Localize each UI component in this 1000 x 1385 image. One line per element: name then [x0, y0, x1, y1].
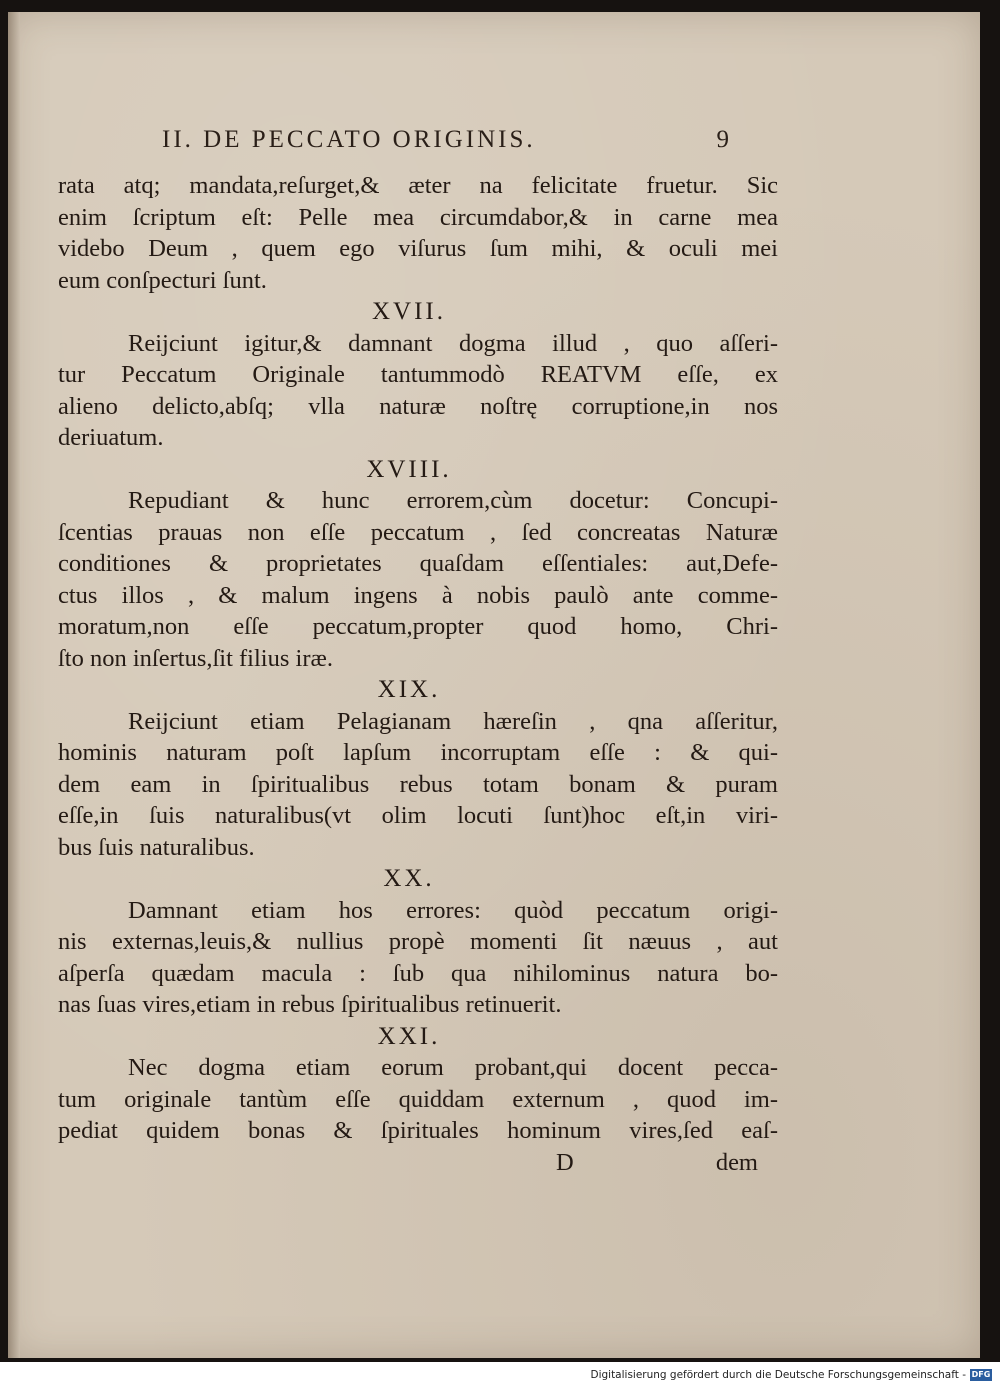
- text-line: enim ſcriptum eſt: Pelle mea circumdabor,& in carne mea: [58, 203, 778, 231]
- text-line: Damnant etiam hos errores: quòd peccatum origi-: [128, 896, 778, 924]
- text-line: Reijciunt igitur,& damnant dogma illud , quo aſſeri-: [128, 329, 778, 357]
- section-number: XVII.: [371, 298, 446, 325]
- text-line: ſto non inſertus,ſit filius iræ.: [58, 644, 333, 672]
- page-number: 9: [716, 126, 732, 153]
- running-head: [162, 126, 732, 162]
- signature-line: [58, 1147, 778, 1179]
- body-text: [58, 170, 778, 1178]
- text-line: moratum,non eſſe peccatum,propter quod homo, Chri-: [58, 613, 778, 640]
- text-line: deriuatum.: [58, 424, 164, 451]
- text-line: tur Peccatum Originale tantummodò REATVM eſſe, ex: [58, 361, 778, 388]
- text-line: aſperſa quædam macula : ſub qua nihilominus natura bo-: [58, 959, 778, 987]
- text-line: bus ſuis naturalibus.: [58, 833, 255, 861]
- section-number: XX.: [383, 865, 435, 892]
- section-number: XXI.: [377, 1022, 441, 1050]
- text-line: nas ſuas vires,etiam in rebus ſpiritualibus retinuerit.: [58, 991, 562, 1018]
- section-number: XVIII.: [366, 455, 452, 483]
- dfg-logo-icon[interactable]: DFG: [971, 1370, 991, 1379]
- text-line: alieno delicto,abſq; vlla naturæ noſtrę corruptione,in nos: [58, 392, 778, 420]
- signature-mark: D: [556, 1148, 574, 1176]
- text-line: nis externas,leuis,& nullius propè momenti ſit næuus , aut: [58, 928, 778, 955]
- text-line: conditiones & proprietates quaſdam eſſentiales: aut,Defe-: [58, 550, 778, 577]
- text-line: Repudiant & hunc errorem,cùm docetur: Concupi-: [128, 487, 778, 514]
- text-line: ſcentias prauas non eſſe peccatum , ſed concreatas Naturæ: [58, 518, 778, 546]
- text-line: rata atq; mandata,reſurget,& æter na felicitate fruetur. Sic: [58, 172, 778, 199]
- footer-text: Digitalisierung gefördert durch die Deutsche Forschungsgemeinschaft -: [590, 1369, 966, 1381]
- text-line: videbo Deum , quem ego viſurus ſum mihi, & oculi mei: [58, 235, 778, 262]
- catchword: dem: [715, 1148, 758, 1176]
- text-line: Nec dogma etiam eorum probant,qui docent pecca-: [128, 1054, 778, 1081]
- text-line: tum originale tantùm eſſe quiddam externum , quod im-: [58, 1085, 778, 1113]
- footer-credit: [590, 1367, 992, 1383]
- text-line: pediat quidem bonas & ſpirituales hominum vires,ſed eaſ-: [58, 1117, 778, 1144]
- text-line: dem eam in ſpiritualibus rebus totam bonam & puram: [58, 770, 778, 798]
- text-line: hominis naturam poſt lapſum incorruptam eſſe : & qui-: [58, 739, 778, 766]
- text-line: eſſe,in ſuis naturalibus(vt olim locuti ſunt)hoc eſt,in viri-: [58, 802, 778, 829]
- text-line: eum conſpecturi ſunt.: [58, 266, 267, 294]
- text-line: ctus illos , & malum ingens à nobis paulò ante comme-: [58, 581, 778, 609]
- running-head-title: II. DE PECCATO ORIGINIS.: [162, 126, 536, 153]
- section-number: XIX.: [377, 676, 441, 703]
- page-gutter: [8, 12, 20, 1358]
- text-line: Reijciunt etiam Pelagianam hæreſin , qna aſſeritur,: [128, 707, 778, 735]
